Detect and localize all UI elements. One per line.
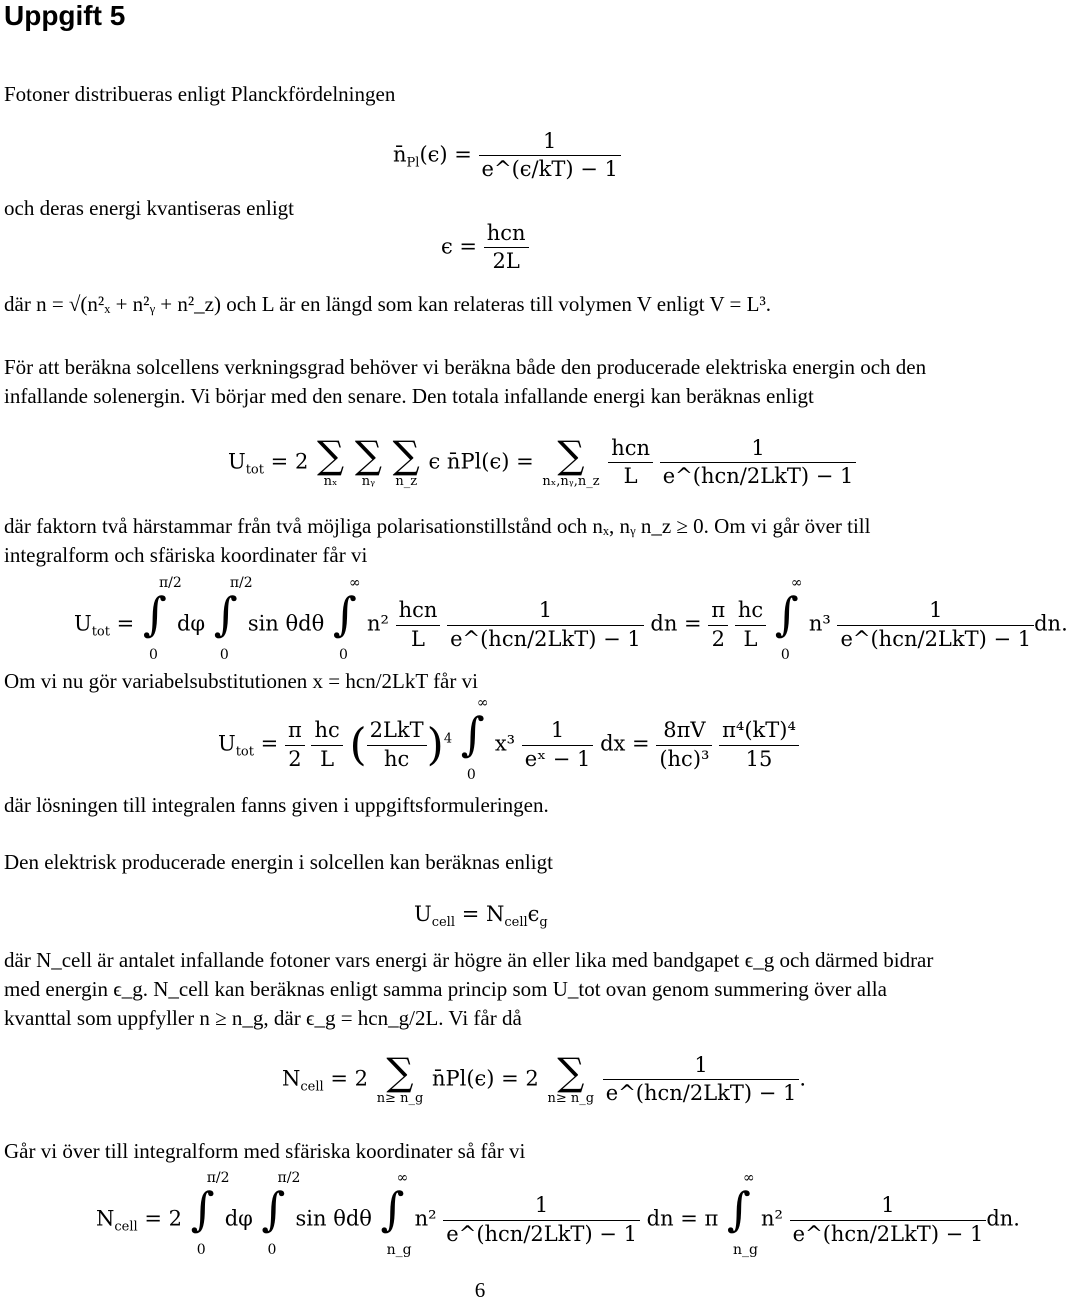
intro-text: Fotoner distribueras enligt Planckfördelningen <box>4 82 396 106</box>
page-heading: Uppgift 5 <box>4 0 126 31</box>
page-number: 6 <box>474 1278 486 1302</box>
utot-integral-equation: $U_{tot}$ = ∫ π/2 0 dφ ∫ π/2 0 sin θdθ ∫ ∞ 0 n² $\frac{\text{hcn}}{L}$ $\frac{1}{\text{e\textasciicircum{}(hcn/2LkT) − 1}}$ dn = $\frac{\pi}{2}$ $\frac{hc}{L}$ ∫ ∞ 0 n³ $\frac{1}{\text{e\textasciicircum{}(hcn/2LkT) − 1}}$ dn. <box>74 575 1068 663</box>
utot-sum-equation: $U_{tot} = 2$ ∑ nₓ ∑ nᵧ ∑ n_z ϵ n̄Pl(ϵ) = ∑ nₓ,nᵧ,n_z $\frac{\text{hcn}}{L}$ $\frac{1}{\text{e\textasciicircum{}(hcn/2LkT) − 1}}$ <box>228 435 856 491</box>
utot-x-equation: $U_{tot}$ = $\frac{\pi}{2}$ $\frac{hc}{L}$ ( $\frac{\text{2LkT}}{hc}$ )$^4$ ∫ ∞ 0 x³ $\frac{1}{\text{eˣ − 1}}$ dx = $\frac{8\pi V}{\text{(hc)³}}$ $\frac{\text{π⁴(kT)⁴}}{15}$ <box>218 705 799 785</box>
paragraph-energy: För att beräkna solcellens verkningsgrad behöver vi beräkna både den producerade elektriska energin och den infallande solenergin. Vi börjar med den senare. Den totala infallande energi kan beräknas enligt <box>4 355 927 408</box>
ucell-equation: $U_{cell} = N_{cell}\epsilon_g$ <box>414 902 548 931</box>
ncell-sum-equation: $N_{cell} = 2$ ∑ n≥ n_g n̄Pl(ϵ) = 2 ∑ n≥ n_g $\frac{1}{\text{e\textasciicircum{}(hcn/2LkT) − 1}}$ . <box>282 1050 807 1106</box>
paragraph-ncell: där N_cell är antalet infallande fotoner vars energi är högre än eller lika med bandgapet ϵ_g och därmed bidrar med energin ϵ_g. N_cell kan beräknas enligt samma princip som U_tot ovan genom summering över alla kvanttal som uppfyller n ≥ n_g, där ϵ_g = hcn_g/2L. Vi får då <box>4 948 934 1030</box>
planck-equation: $n̄_{Pl}(\epsilon)$ = $\frac{1}{e\^{}(\epsilon/kT) - 1}$ <box>393 128 621 184</box>
paragraph-polarisation: där faktorn två härstammar från två möjliga polarisationstillstånd och nₓ, nᵧ n_z ≥ 0. Om vi går över till integralform och sfäriska koordinater får vi <box>4 514 871 567</box>
quant-text: och deras energi kvantiseras enligt <box>4 196 295 220</box>
definition-line: där n = √(n²ₓ + n²ᵧ + n²_z) och L är en längd som kan relateras till volymen V enligt V = L³. <box>4 292 772 316</box>
paragraph-solution: där lösningen till integralen fanns given i uppgiftsformuleringen. <box>4 793 549 817</box>
paragraph-cell-energy: Den elektrisk producerade energin i solcellen kan beräknas enligt <box>4 850 553 874</box>
paragraph-integral-form: Går vi över till integralform med sfäriska koordinater så får vi <box>4 1139 526 1163</box>
paragraph-substitution: Om vi nu gör variabelsubstitutionen x = hcn/2LkT får vi <box>4 669 478 693</box>
ncell-integral-equation: $N_{cell} = 2$ ∫ π/2 0 dφ ∫ π/2 0 sin θdθ ∫ ∞ n_g n² $\frac{1}{\text{e\textasciicircum{}(hcn/2LkT) − 1}}$ dn = π ∫ ∞ n_g n² $\frac{1}{\text{e\textasciicircum{}(hcn/2LkT) − 1}}$ dn. <box>96 1170 1020 1258</box>
epsilon-equation: ϵ = $\frac{\text{hcn}}{2L}$ <box>441 220 529 276</box>
